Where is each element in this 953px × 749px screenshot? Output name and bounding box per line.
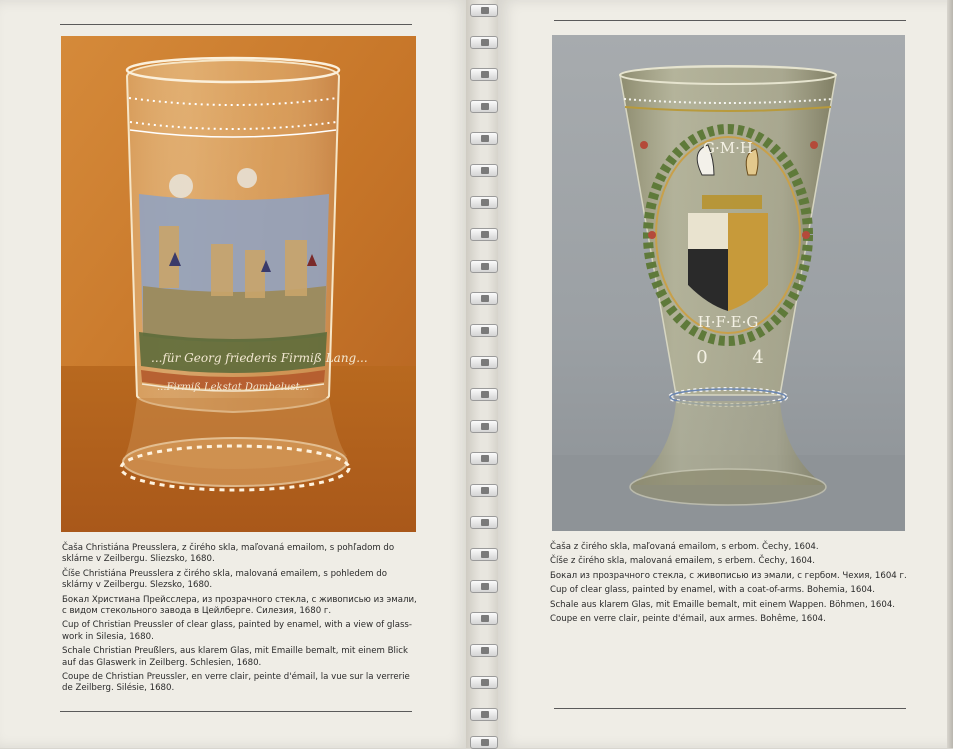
coat-of-arms-cup-photo (552, 35, 905, 531)
caption-russian: Бокал Христиана Прейсслера, из прозрачного стекла, с живописью из эмали, с видом стекольного завода в Цейлберге. Силезия, 1680 г. (62, 594, 417, 617)
year-right: 4 (752, 347, 764, 368)
binding-coil (470, 68, 498, 81)
binding-coil (470, 228, 498, 241)
caption-czech: Číše z čirého skla, malovaná emailem, s erbem. Čechy, 1604. (550, 556, 815, 567)
bottom-initials: H·F·E·G (697, 313, 759, 331)
caption-slovak: Čaša Christiána Preusslera, z čirého skla, maľovaná emailom, s pohľadom do sklárne v Zeilbergu. Sliezsko, 1680. (62, 543, 395, 565)
binding-coil (470, 292, 498, 305)
top-rule (554, 20, 906, 21)
year-left: 0 (696, 347, 708, 368)
right-page (498, 0, 953, 748)
binding-coil (470, 676, 498, 689)
right-captions (550, 542, 908, 628)
left-page (0, 0, 470, 748)
page-edge (947, 0, 953, 748)
caption-russian: Бокал из прозрачного стекла, с живописью из эмали, с гербом. Чехия, 1604 г. (550, 570, 907, 581)
top-initials: G·M·H (703, 139, 753, 157)
caption-french: Coupe en verre clair, peinte d'émail, aux armes. Bohême, 1604. (550, 614, 826, 625)
preussler-cup-photo (61, 36, 416, 532)
binding-coil (470, 164, 498, 177)
binding-coil (470, 100, 498, 113)
binding-coil (470, 36, 498, 49)
bottom-rule (60, 711, 412, 712)
coat-of-arms-cup-illustration (552, 35, 905, 531)
binding-coil (470, 420, 498, 433)
binding-coil (470, 736, 498, 749)
binding-coil (470, 484, 498, 497)
binding-coil (470, 644, 498, 657)
binding-coil (470, 324, 498, 337)
binding-coil (470, 452, 498, 465)
binding-coil (470, 516, 498, 529)
caption-german: Schale aus klarem Glas, mit Emaille bemalt, mit einem Wappen. Böhmen, 1604. (550, 599, 896, 610)
spiral-binding (466, 0, 502, 748)
caption-german: Schale Christian Preußlers, aus klarem Glas, mit Emaille bemalt, mit einem Blick auf das Glaswerk in Zeilberg. Schlesien, 1680. (62, 646, 409, 668)
preussler-cup-illustration (61, 36, 416, 532)
binding-coil (470, 132, 498, 145)
caption-english: Cup of clear glass, painted by enamel, with a coat-of-arms. Bohemia, 1604. (550, 585, 875, 596)
binding-coil (470, 196, 498, 209)
binding-coil (470, 548, 498, 561)
caption-french: Coupe de Christian Preussler, en verre clair, peinte d'émail, la vue sur la verrerie de Zeilberg. Silésie, 1680. (62, 672, 410, 694)
bottom-rule (554, 708, 906, 709)
svg-text:...Firmiß Lekstat Dambelust...: ...Firmiß Lekstat Dambelust... (157, 382, 310, 393)
binding-coil (470, 388, 498, 401)
binding-coil (470, 580, 498, 593)
binding-coil (470, 708, 498, 721)
binding-coil (470, 260, 498, 273)
caption-english: Cup of Christian Preussler of clear glass, painted by enamel, with a view of glass-work in Silesia, 1680. (62, 620, 413, 642)
binding-coil (470, 612, 498, 625)
caption-slovak: Čaša z čirého skla, maľovaná emailom, s erbom. Čechy, 1604. (550, 542, 819, 552)
binding-coil (470, 4, 498, 17)
left-captions (62, 543, 420, 698)
caption-czech: Číše Christiána Preusslera z čirého skla, malovaná emailem, s pohledem do sklárny v Zeilbergu. Slezsko, 1680. (62, 568, 387, 591)
svg-text:...für Georg friederis Firmiß: ...für Georg friederis Firmiß Lang... (151, 351, 368, 365)
top-rule (60, 24, 412, 25)
binding-coil (470, 356, 498, 369)
